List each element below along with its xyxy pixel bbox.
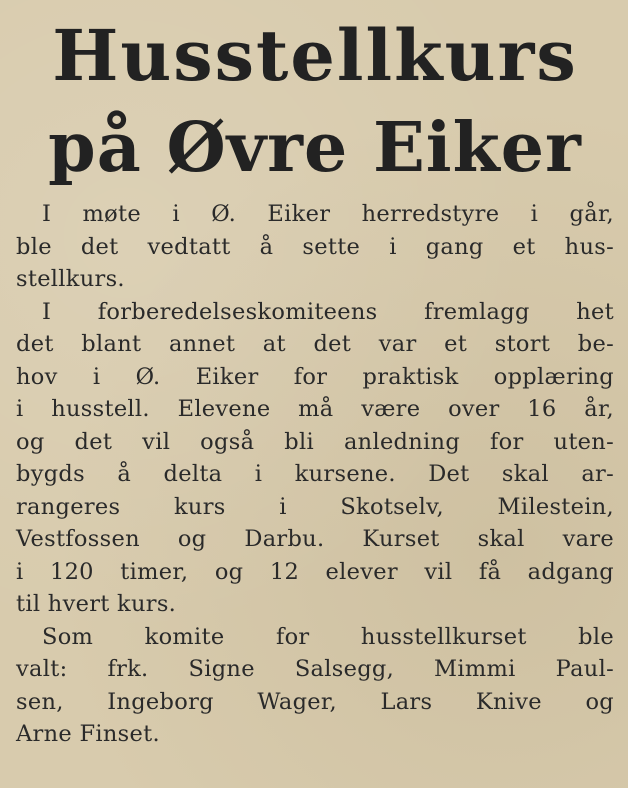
headline-line-1: Husstellkurs	[52, 14, 578, 97]
text-line: hov i Ø. Eiker for praktisk opplæring	[16, 363, 614, 390]
headline-line-2: på Øvre Eiker	[48, 108, 582, 188]
article-body	[16, 198, 614, 751]
text-line: rangeres kurs i Skotselv, Milestein,	[16, 493, 614, 520]
text-line: I forberedelseskomiteens fremlagg het	[42, 298, 614, 325]
text-line: Vestfossen og Darbu. Kurset skal vare	[16, 526, 614, 552]
text-line: til hvert kurs.	[16, 591, 177, 617]
text-line: sen, Ingeborg Wager, Lars Knive og	[16, 688, 614, 715]
headline	[16, 10, 614, 194]
text-line: Arne Finset.	[16, 721, 160, 747]
paragraph-1	[16, 198, 614, 296]
paragraph-2	[16, 296, 614, 621]
text-line: stellkurs.	[16, 266, 125, 292]
text-line: valt: frk. Signe Salsegg, Mimmi Paul-	[16, 656, 614, 682]
text-line: Som komite for husstellkurset ble	[42, 623, 614, 650]
text-line: i 120 timer, og 12 elever vil få adgang	[16, 558, 614, 585]
text-line: ble det vedtatt å sette i gang et hus-	[16, 233, 614, 260]
paragraph-3	[16, 621, 614, 751]
text-line: og det vil også bli anledning for uten-	[16, 428, 614, 455]
text-line: bygds å delta i kursene. Det skal ar-	[16, 461, 614, 487]
text-line: I møte i Ø. Eiker herredstyre i går,	[42, 201, 614, 227]
text-line: det blant annet at det var et stort be-	[16, 331, 614, 357]
text-line: i husstell. Elevene må være over 16 år,	[16, 396, 614, 422]
